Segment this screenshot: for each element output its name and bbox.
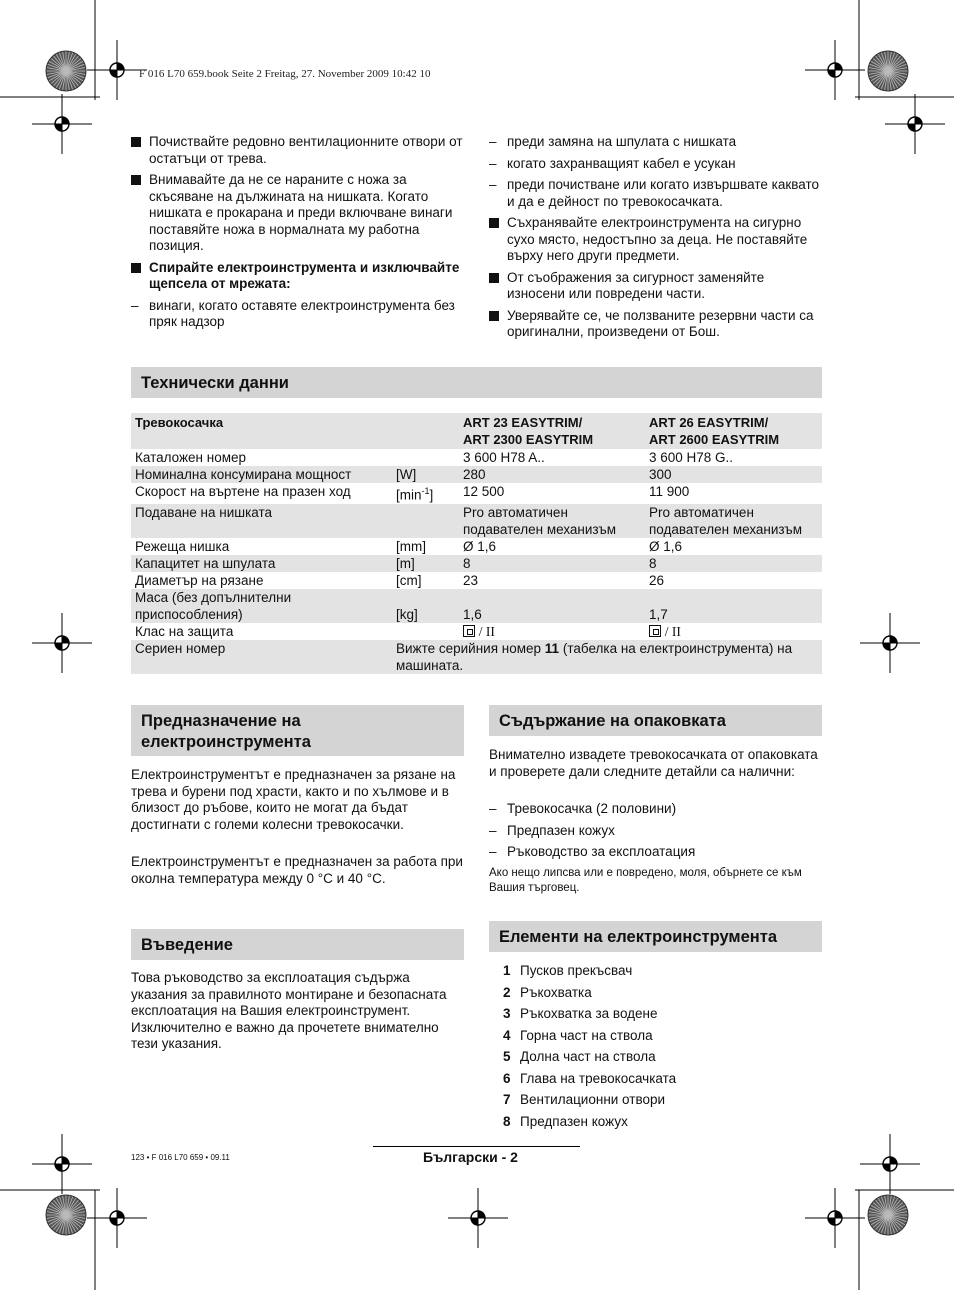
element-label: Предпазен кожух: [520, 1113, 628, 1129]
list-item-text: преди замяна на шпулата с нишката: [507, 134, 737, 149]
footer-code: 123 • F 016 L70 659 • 09.11: [131, 1153, 230, 1162]
table-row: [131, 504, 822, 538]
row-label: Клас на защита: [135, 623, 234, 639]
row-value-2: Pro автоматичен подавателен механизъм: [645, 504, 822, 538]
row-unit: [W]: [392, 466, 459, 483]
element-item: [503, 1006, 823, 1023]
list-item-text: Внимавайте да не се нараните с ножа за скъсяване на дължината на нишката. Когато нишката е прокарана и преди включване винаги поставяйте ножа в нормалната му работна позиция.: [149, 172, 453, 253]
table-row: [131, 466, 822, 483]
row-unit: [mm]: [396, 538, 426, 554]
list-item-text: винаги, когато оставяте електроинструмента без пряк надзор: [149, 297, 455, 329]
element-label: Вентилационни отвори: [520, 1092, 666, 1107]
color-star-target-icon: [46, 51, 86, 91]
header-product: Тревокосачка: [131, 413, 392, 449]
element-number: 7: [503, 1092, 511, 1107]
list-item-text: Почиствайте редовно вентилационните отвори от остатъци от трева.: [149, 134, 463, 166]
table-row: [131, 555, 822, 572]
purpose-heading: Предназначение на електроинструмента: [131, 705, 464, 756]
row-value-1: Ø 1,6: [463, 538, 497, 554]
element-item: [503, 1114, 823, 1131]
row-value-2: Ø 1,6: [649, 538, 683, 554]
serial-number-text: Вижте серийния номер 11 (табелка на електроинструмента) на машината.: [392, 640, 822, 674]
left-list-item: [131, 134, 464, 167]
package-note: Ако нещо липсва или е повредено, моля, обърнете се към Вашия търговец.: [489, 867, 802, 894]
row-value-1: 23: [463, 572, 479, 588]
table-row: [131, 623, 822, 640]
bullet-dash-icon: –: [489, 822, 497, 838]
element-number: 1: [503, 963, 511, 978]
list-item-text: Ръководство за експлоатация: [507, 844, 696, 859]
package-heading: Съдържание на опаковката: [489, 705, 822, 736]
row-value-1: 1,6: [459, 589, 645, 623]
row-label: Капацитет на шпулата: [131, 555, 392, 572]
element-label: Ръкохватка за водене: [520, 1006, 658, 1021]
package-items-list: [489, 801, 822, 866]
table-header-row: [131, 413, 822, 449]
row-label: Диаметър на рязане: [135, 572, 264, 588]
color-star-target-icon: [868, 1195, 908, 1235]
element-number: 4: [503, 1027, 511, 1043]
row-unit: [cm]: [396, 572, 422, 588]
left-list-item: [131, 172, 464, 255]
bullet-dash-icon: –: [489, 844, 497, 859]
element-item: [503, 1049, 823, 1066]
intro-paragraph: Това ръководство за експлоатация съдържа указания за правилното монтиране и безопасната експлоатация на Вашия електроинструмент. Изключително е важно да прочетете внимателно тези указания.: [131, 970, 447, 1051]
element-item: [503, 1071, 823, 1088]
row-unit: [m]: [392, 555, 459, 572]
tech-data-table: [131, 413, 822, 674]
row-unit: [392, 449, 459, 466]
bullet-square-icon: [489, 270, 499, 288]
element-label: Горна част на ствола: [520, 1027, 653, 1043]
element-item: [503, 963, 823, 980]
list-item-text: От съображения за сигурност заменяйте износени или повредени части.: [507, 269, 765, 301]
row-value-1: 280: [459, 466, 645, 483]
row-unit: [392, 504, 459, 538]
row-value-1: 12 500: [463, 484, 505, 499]
row-label: Скорост на въртене на празен ход: [135, 484, 351, 499]
row-value-1: 3 600 H78 A..: [463, 450, 545, 465]
element-label: Долна част на ствола: [520, 1049, 656, 1064]
safety-list-right: [489, 134, 822, 346]
page-number: Български - 2: [423, 1149, 518, 1165]
bullet-square-icon: [489, 308, 499, 326]
package-paragraph: Внимателно извадете тревокосачката от опаковката и проверете дали следните детайли са налични:: [489, 747, 818, 779]
tech-data-heading: Технически данни: [131, 367, 822, 398]
package-item: [489, 823, 822, 840]
row-unit: [kg]: [392, 589, 459, 623]
left-list-item: [131, 298, 464, 331]
purpose-paragraph-1: Електроинструментът е предназначен за рязане на трева и бурени под храсти, както и по хълмове и в близост до ръбове, които не могат да бъдат достигнати с големи колесни тревокосачки.: [131, 767, 456, 832]
element-number: 5: [503, 1049, 511, 1064]
safety-list-left: [131, 134, 464, 336]
elements-heading: Елементи на електроинструмента: [489, 921, 822, 952]
list-item-text: Уверявайте се, че ползваните резервни части са оригинални, произведени от Бош.: [507, 307, 814, 339]
header-model-2: ART 26 EASYTRIM/ ART 2600 EASYTRIM: [645, 413, 822, 449]
row-value-1: 8: [459, 555, 645, 572]
right-list-item: [489, 270, 822, 303]
purpose-paragraph-2: Електроинструментът е предназначен за работа при околна температура между 0 °C и 40 °C.: [131, 854, 463, 886]
element-number: 8: [503, 1113, 511, 1129]
row-label: Каталожен номер: [135, 450, 247, 465]
row-label: Сериен номер: [131, 640, 392, 674]
bullet-dash-icon: –: [131, 297, 139, 313]
list-item-text: Тревокосачка (2 половини): [507, 801, 677, 816]
list-item-text: Съхранявайте електроинструмента на сигурно сухо място, недостъпно за деца. Не поставяйте върху него други предмети.: [507, 215, 808, 263]
color-star-target-icon: [46, 1195, 86, 1235]
elements-list: [503, 963, 823, 1135]
right-list-item: [489, 308, 822, 341]
protection-class-icon: [463, 625, 475, 637]
table-row: [131, 483, 822, 504]
element-number: 6: [503, 1070, 511, 1086]
list-item-text: преди почистване или когато извършвате каквато и да е дейност по тревокосачката.: [507, 177, 820, 209]
element-label: Ръкохватка: [520, 984, 592, 1000]
list-item-text: Спирайте електроинструмента и изключвайте щепсела от мрежата:: [149, 259, 460, 291]
print-info-line: F 016 L70 659.book Seite 2 Freitag, 27. November 2009 10:42 10: [139, 68, 431, 80]
row-unit: $[\min^{-1}]$: [396, 486, 434, 503]
element-item: [503, 1092, 823, 1109]
row-value-2: 11 900: [649, 484, 690, 499]
table-row: [131, 449, 822, 466]
bullet-dash-icon: –: [489, 134, 497, 149]
row-value-2: 8: [645, 555, 822, 572]
bullet-dash-icon: –: [489, 155, 497, 171]
row-label: Режеща нишка: [135, 538, 230, 554]
right-list-item: [489, 215, 822, 265]
row-value-1: Pro автоматичен подавателен механизъм: [459, 504, 645, 538]
bullet-square-icon: [131, 134, 141, 152]
row-value-2: 3 600 H78 G..: [649, 450, 734, 465]
row-label: Маса (без допълнителни приспособления): [131, 589, 392, 623]
row-value-2: 26: [649, 572, 665, 588]
row-value-2: 1,7: [645, 589, 822, 623]
table-row: [131, 538, 822, 555]
row-value-1: / II: [459, 623, 645, 640]
bullet-square-icon: [489, 215, 499, 233]
row-value-2: 300: [645, 466, 822, 483]
row-label: Подаване на нишката: [131, 504, 392, 538]
list-item-text: Предпазен кожух: [507, 822, 615, 838]
bullet-dash-icon: –: [489, 177, 497, 192]
bullet-square-icon: [131, 260, 141, 278]
right-list-item: [489, 134, 822, 151]
element-label: Пусков прекъсвач: [520, 963, 633, 978]
right-list-item: [489, 156, 822, 173]
bullet-dash-icon: –: [489, 801, 497, 816]
table-row: [131, 589, 822, 623]
element-item: [503, 985, 823, 1002]
row-unit: [392, 623, 459, 640]
left-list-item: [131, 260, 464, 293]
package-item: [489, 844, 822, 861]
table-row: [131, 572, 822, 589]
row-value-2: / II: [645, 623, 822, 640]
element-item: [503, 1028, 823, 1045]
right-list-item: [489, 177, 822, 210]
header-model-1: ART 23 EASYTRIM/ ART 2300 EASYTRIM: [459, 413, 645, 449]
element-number: 3: [503, 1006, 511, 1021]
color-star-target-icon: [868, 51, 908, 91]
footer-rule: [373, 1146, 580, 1147]
table-row: [131, 640, 822, 674]
protection-class-icon: [649, 625, 661, 637]
package-item: [489, 801, 822, 818]
element-label: Глава на тревокосачката: [520, 1070, 677, 1086]
row-label: Номинална консумирана мощност: [131, 466, 392, 483]
intro-heading: Въведение: [131, 929, 464, 960]
bullet-square-icon: [131, 172, 141, 190]
element-number: 2: [503, 984, 511, 1000]
list-item-text: когато захранващият кабел е усукан: [507, 155, 736, 171]
